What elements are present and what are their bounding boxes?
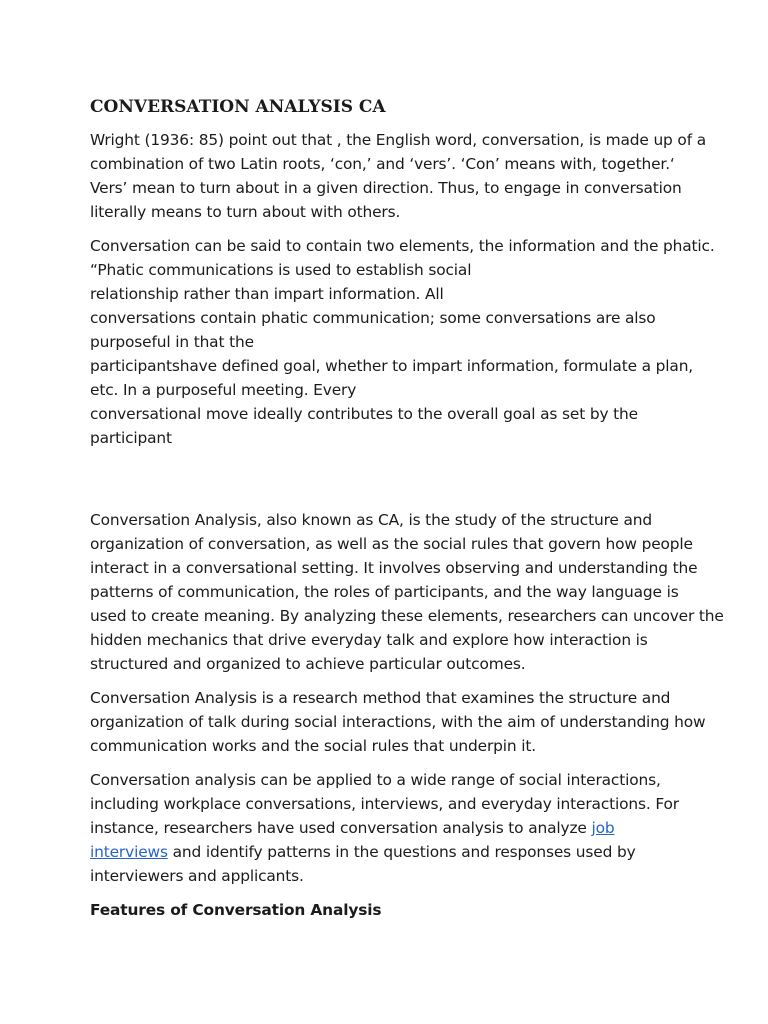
paragraph-phatic xyxy=(90,234,715,450)
paragraph-line-with-link xyxy=(90,840,690,864)
paragraph-line: organization of conversation, as well as the social rules that govern how people xyxy=(90,535,693,553)
paragraph-line: literally means to turn about with others. xyxy=(90,203,401,221)
paragraph-line: used to create meaning. By analyzing these elements, researchers can uncover the xyxy=(90,607,724,625)
document-page xyxy=(90,96,724,922)
paragraph-line: participant xyxy=(90,429,172,447)
job-interviews-link-part1[interactable]: job xyxy=(591,819,615,837)
paragraph-line: purposeful in that the xyxy=(90,333,254,351)
document-title: CONVERSATION ANALYSIS CA xyxy=(90,97,386,117)
blank-space xyxy=(90,460,690,508)
paragraph-line: interviewers and applicants. xyxy=(90,867,304,885)
paragraph-line: relationship rather than impart information. All xyxy=(90,285,444,303)
paragraph-line: Vers’ mean to turn about in a given direction. Thus, to engage in conversation xyxy=(90,179,682,197)
paragraph-line: combination of two Latin roots, ‘con,’ and ‘vers’. ‘Con’ means with, together.‘ xyxy=(90,155,675,173)
paragraph-line: “Phatic communications is used to establish social xyxy=(90,261,472,279)
paragraph-line: patterns of communication, the roles of participants, and the way language is xyxy=(90,583,679,601)
paragraph-method xyxy=(90,686,706,758)
paragraph-applications xyxy=(90,768,690,888)
paragraph-line-with-link xyxy=(90,816,690,840)
paragraph-line: conversational move ideally contributes to the overall goal as set by the xyxy=(90,405,638,423)
paragraph-line: hidden mechanics that drive everyday talk and explore how interaction is xyxy=(90,631,648,649)
link-line-suffix: and identify patterns in the questions and responses used by xyxy=(167,843,636,861)
paragraph-line: Conversation Analysis is a research method that examines the structure and xyxy=(90,689,671,707)
paragraph-line: including workplace conversations, interviews, and everyday interactions. For xyxy=(90,795,679,813)
paragraph-etymology xyxy=(90,128,706,224)
job-interviews-link-part2[interactable]: interviews xyxy=(90,843,168,861)
paragraph-line: Wright (1936: 85) point out that , the English word, conversation, is made up of a xyxy=(90,131,706,149)
paragraph-line: conversations contain phatic communication; some conversations are also xyxy=(90,309,656,327)
paragraph-line: organization of talk during social interactions, with the aim of understanding how xyxy=(90,713,706,731)
paragraph-line: communication works and the social rules that underpin it. xyxy=(90,737,536,755)
paragraph-line: interact in a conversational setting. It involves observing and understanding the xyxy=(90,559,698,577)
link-line-prefix: instance, researchers have used conversation analysis to analyze xyxy=(90,819,592,837)
paragraph-line: participantshave defined goal, whether to impart information, formulate a plan, xyxy=(90,357,694,375)
features-subheading: Features of Conversation Analysis xyxy=(90,901,382,919)
paragraph-line: structured and organized to achieve particular outcomes. xyxy=(90,655,526,673)
paragraph-line: Conversation Analysis, also known as CA, is the study of the structure and xyxy=(90,511,652,529)
paragraph-line: Conversation analysis can be applied to a wide range of social interactions, xyxy=(90,771,661,789)
paragraph-line: etc. In a purposeful meeting. Every xyxy=(90,381,357,399)
paragraph-definition xyxy=(90,508,724,676)
paragraph-line: Conversation can be said to contain two elements, the information and the phatic. xyxy=(90,237,715,255)
